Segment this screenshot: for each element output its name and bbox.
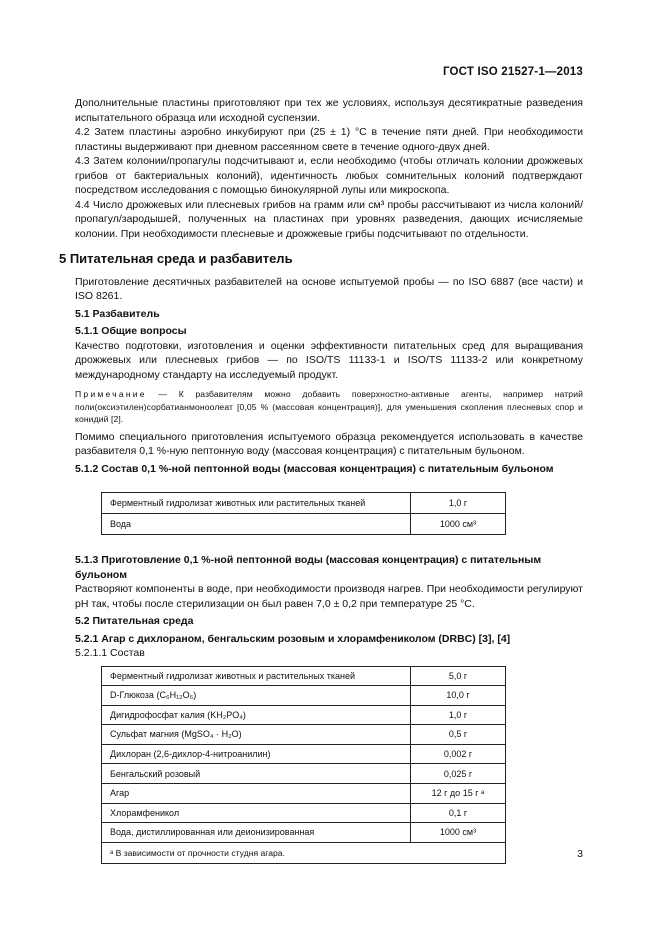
table-cell-value: 0,025 г <box>411 764 506 784</box>
table-cell-name: Бенгальский розовый <box>102 764 411 784</box>
table-cell-name: D-Глюкоза (C₆H₁₂O₆) <box>102 686 411 706</box>
table-cell-name: Ферментный гидролизат животных или растительных тканей <box>102 493 411 514</box>
paragraph-4-3: 4.3 Затем колонии/пропагулы подсчитывают и, если необходимо (чтобы отличать колонии дрожжевых грибов от бактериальных колоний), идентичность любых сомнительных колоний подтверждают посредством исследования с помощью бинокулярной лупы или микроскопа. <box>75 155 583 196</box>
table-footnote-row <box>102 842 506 863</box>
table-cell-value: 5,0 г <box>411 666 506 686</box>
paragraph-after-note: Помимо специального приготовления испытуемого образца рекомендуется использовать в качестве разбавителя 0,1 %-ную пептонную воду (массовая концентрация) с питательным бульоном. <box>75 430 583 457</box>
table-cell-name: Хлорамфеникол <box>102 803 411 823</box>
paragraph-4-4: 4.4 Число дрожжевых или плесневых грибов на грамм или см³ пробы рассчитывают из числа колоний/пропагул/зародышей, полученных на пластинах при уровнях разведения, дающих исчисляемые колонии. При необходимости плесневые и дрожжевые грибы подсчитывают по отдельности. <box>75 198 583 240</box>
page-content <box>59 96 583 864</box>
table-footnote: ᵃ В зависимости от прочности студня агара. <box>102 842 506 863</box>
paragraph-5-1-1: Качество подготовки, изготовления и оценки эффективности питательных сред для выращивания дрожжевых или плесневых грибов — по ISO/TS 11133-1 и ISO/TS 11133-2 или конкретному международному стандарту на исследуемый продукт. <box>75 339 583 381</box>
table-cell-name: Агар <box>102 784 411 804</box>
heading-5-2-1: 5.2.1 Агар с дихлораном, бенгальским розовым и хлорамфениколом (DRBC) [3], [4] <box>75 632 511 645</box>
heading-5-2: 5.2 Питательная среда <box>75 615 194 627</box>
table-row <box>102 744 506 764</box>
table-peptone-water <box>101 492 506 535</box>
table-row <box>102 666 506 686</box>
table-cell-value: 0,1 г <box>411 803 506 823</box>
table-row <box>102 686 506 706</box>
note-text: — К разбавителям можно добавить поверхностно-активные агенты, например натрий поли(оксиэтилен)сорбатианмоноолеат [0,05 % (массовая концентрация)], для уменьшения скопления плесневых спор и конидий [2]. <box>75 389 583 424</box>
table-cell-value: 10,0 г <box>411 686 506 706</box>
table-row <box>102 823 506 843</box>
table-row <box>102 705 506 725</box>
table-cell-value: 0,002 г <box>411 744 506 764</box>
document-id: ГОСТ ISO 21527-1—2013 <box>442 66 583 78</box>
section-5-intro: Приготовление десятичных разбавителей на основе испытуемой пробы — по ISO 6887 (все части) и ISO 8261. <box>75 275 583 302</box>
heading-5-1-1: 5.1.1 Общие вопросы <box>75 325 187 337</box>
table-drbc-composition <box>101 666 506 864</box>
table-cell-name: Вода, дистиллированная или деионизированная <box>102 823 411 843</box>
heading-5-2-1-1: 5.2.1.1 Состав <box>75 647 145 659</box>
table-cell-value: 1000 см³ <box>411 514 506 535</box>
table-cell-name: Дихлоран (2,6-дихлор-4-нитроанилин) <box>102 744 411 764</box>
table-cell-value: 12 г до 15 г ᵃ <box>411 784 506 804</box>
table-row <box>102 493 506 514</box>
table-row <box>102 514 506 535</box>
note-paragraph <box>75 388 583 426</box>
note-label: Примечание <box>75 389 147 399</box>
heading-5-1: 5.1 Разбавитель <box>75 307 160 320</box>
table-row <box>102 725 506 745</box>
table-cell-name: Вода <box>102 514 411 535</box>
table-cell-name: Сульфат магния (MgSO₄ · H₂O) <box>102 725 411 745</box>
table-cell-value: 1000 см³ <box>411 823 506 843</box>
table-cell-value: 1,0 г <box>411 493 506 514</box>
table-cell-name: Дигидрофосфат калия (KH₂PO₄) <box>102 705 411 725</box>
table-cell-value: 1,0 г <box>411 705 506 725</box>
page-number: 3 <box>577 848 583 860</box>
section-5-title: 5 Питательная среда и разбавитель <box>59 251 293 266</box>
paragraph-additional-plates: Дополнительные пластины приготовляют при тех же условиях, используя десятикратные разведения испытательного образца или исходной суспензии. <box>75 97 583 124</box>
heading-5-1-3: 5.1.3 Приготовление 0,1 %-ной пептонной воды (массовая концентрация) с питательным бульоном <box>75 554 542 581</box>
table-cell-name: Ферментный гидролизат животных и растительных тканей <box>102 666 411 686</box>
heading-5-1-2: 5.1.2 Состав 0,1 %-ной пептонной воды (массовая концентрация) с питательным бульоном <box>75 462 554 475</box>
table-cell-value: 0,5 г <box>411 725 506 745</box>
paragraph-4-2: 4.2 Затем пластины аэробно инкубируют при (25 ± 1) °С в течение пяти дней. При необходимости пластины выдерживают при дневном рассеянном свете в течение одного-двух дней. <box>75 126 583 153</box>
table-row <box>102 803 506 823</box>
table-row <box>102 764 506 784</box>
table-row <box>102 784 506 804</box>
paragraph-5-1-3: Растворяют компоненты в воде, при необходимости производя нагрев. При необходимости регулируют pH так, чтобы после стерилизации он был равен 7,0 ± 0,2 при температуре 25 °С. <box>75 583 583 610</box>
